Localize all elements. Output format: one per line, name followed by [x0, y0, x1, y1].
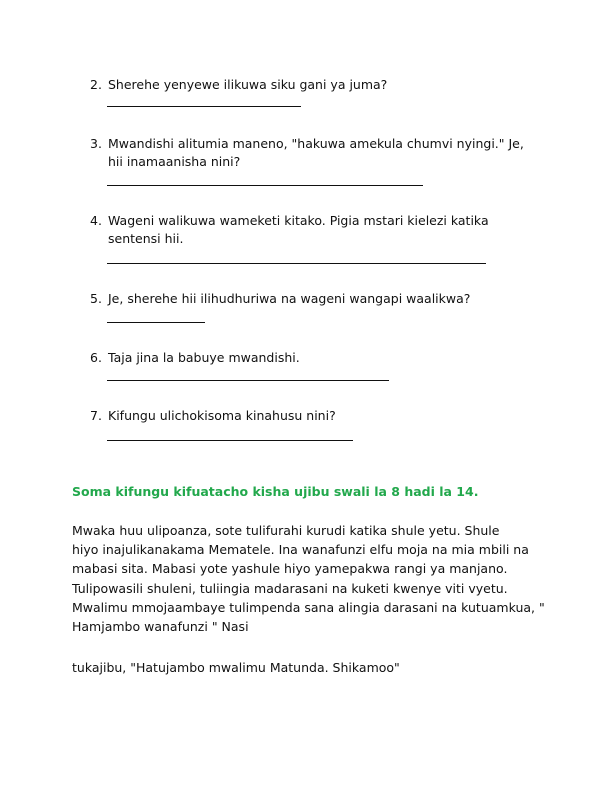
passage-line: Hamjambo wanafunzi " Nasi: [72, 618, 249, 634]
question-text: hii inamaanisha nini?: [108, 154, 241, 169]
answer-line-3[interactable]: [107, 185, 423, 186]
passage-line: Mwaka huu ulipoanza, sote tulifurahi kurudi katika shule yetu. Shule: [72, 523, 500, 538]
question-number: 3.: [90, 136, 102, 151]
question-number: 4.: [90, 213, 102, 228]
passage-line: mabasi sita. Mabasi yote yashule hiyo yamepakwa rangi ya manjano.: [72, 561, 508, 577]
passage-line: Mwalimu mmojaambaye tulimpenda sana alingia darasani na kutuamkua, ": [72, 599, 545, 615]
passage-line: Tulipowasili shuleni, tuliingia madarasani na kuketi kwenye viti vyetu.: [72, 580, 508, 596]
reading-passage: [72, 521, 572, 636]
question-text: Sherehe yenyewe ilikuwa siku gani ya juma?: [108, 77, 388, 92]
answer-line-2[interactable]: [107, 106, 301, 107]
question-number: 5.: [90, 291, 102, 306]
question-text: Kifungu ulichokisoma kinahusu nini?: [108, 408, 336, 423]
passage-line: hiyo inajulikanakama Mematele. Ina wanafunzi elfu moja na mia mbili na: [72, 542, 529, 558]
question-text: Wageni walikuwa wameketi kitako. Pigia mstari kielezi katika: [108, 213, 489, 228]
answer-line-4[interactable]: [107, 263, 486, 264]
question-text: Taja jina la babuye mwandishi.: [108, 350, 300, 365]
question-text: Mwandishi alitumia maneno, "hakuwa amekula chumvi nyingi." Je,: [108, 136, 524, 151]
section-instruction: Soma kifungu kifuatacho kisha ujibu swali la 8 hadi la 14.: [72, 484, 479, 499]
answer-line-5[interactable]: [107, 322, 205, 323]
question-number: 7.: [90, 408, 102, 423]
question-text: sentensi hii.: [108, 231, 184, 246]
question-number: 6.: [90, 350, 102, 365]
question-number: 2.: [90, 77, 102, 92]
passage-line: tukajibu, "Hatujambo mwalimu Matunda. Shikamoo": [72, 660, 400, 675]
question-text: Je, sherehe hii ilihudhuriwa na wageni wangapi waalikwa?: [108, 291, 471, 306]
answer-line-6[interactable]: [107, 380, 389, 381]
answer-line-7[interactable]: [107, 440, 353, 441]
